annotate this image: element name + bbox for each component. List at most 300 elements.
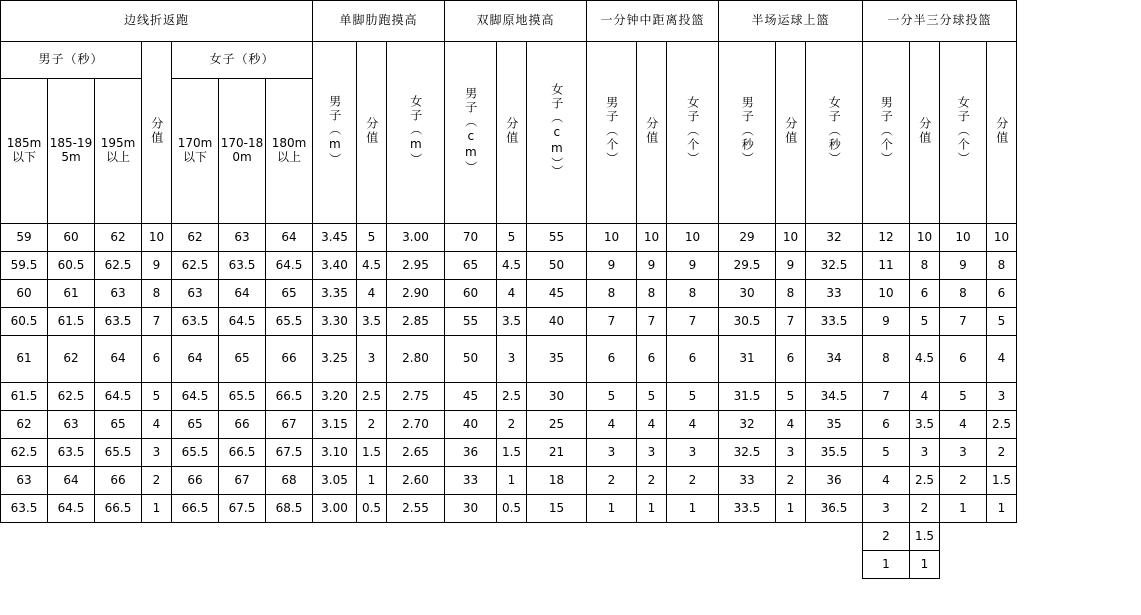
cell-r2-c3: 8 <box>142 280 172 308</box>
cell-r2-c10: 60 <box>445 280 497 308</box>
column-header-15 <box>667 42 719 224</box>
cell-r8-c18: 36 <box>806 467 863 495</box>
column-header-label-21: 女子（个） <box>956 95 971 166</box>
column-header-4: 170m以下 <box>172 79 219 224</box>
table-row <box>1 336 1017 383</box>
cell-r1-c11: 4.5 <box>497 252 527 280</box>
cell-r6-c20: 3.5 <box>910 411 940 439</box>
cell-r1-c17: 9 <box>776 252 806 280</box>
cell-r2-c15: 8 <box>667 280 719 308</box>
cell-r0-c7: 3.45 <box>313 224 357 252</box>
cell-r10-c9 <box>387 523 445 551</box>
cell-r0-c17: 10 <box>776 224 806 252</box>
table-row <box>1 495 1017 523</box>
cell-r1-c5: 63.5 <box>219 252 266 280</box>
group-header-5: 一分半三分球投篮 <box>863 1 1017 42</box>
cell-r9-c21: 1 <box>940 495 987 523</box>
column-header-14 <box>637 42 667 224</box>
cell-r8-c16: 33 <box>719 467 776 495</box>
cell-r2-c11: 4 <box>497 280 527 308</box>
cell-r5-c10: 45 <box>445 383 497 411</box>
cell-r4-c21: 6 <box>940 336 987 383</box>
cell-r3-c14: 7 <box>637 308 667 336</box>
cell-r9-c6: 68.5 <box>266 495 313 523</box>
cell-r3-c2: 63.5 <box>95 308 142 336</box>
cell-r11-c2 <box>95 551 142 579</box>
cell-r1-c3: 9 <box>142 252 172 280</box>
cell-r11-c13 <box>587 551 637 579</box>
cell-r9-c13: 1 <box>587 495 637 523</box>
cell-r5-c4: 64.5 <box>172 383 219 411</box>
cell-r6-c6: 67 <box>266 411 313 439</box>
cell-r11-c6 <box>266 551 313 579</box>
cell-r10-c16 <box>719 523 776 551</box>
column-header-label-14: 分值 <box>644 116 659 145</box>
cell-r3-c17: 7 <box>776 308 806 336</box>
cell-r8-c20: 2.5 <box>910 467 940 495</box>
cell-r4-c12: 35 <box>527 336 587 383</box>
cell-r4-c7: 3.25 <box>313 336 357 383</box>
subgroup-header-2: 女子（秒） <box>172 42 313 79</box>
cell-r2-c14: 8 <box>637 280 667 308</box>
cell-r1-c8: 4.5 <box>357 252 387 280</box>
cell-r7-c8: 1.5 <box>357 439 387 467</box>
cell-r9-c2: 66.5 <box>95 495 142 523</box>
cell-r1-c16: 29.5 <box>719 252 776 280</box>
cell-r1-c10: 65 <box>445 252 497 280</box>
cell-r10-c7 <box>313 523 357 551</box>
cell-r5-c12: 30 <box>527 383 587 411</box>
cell-r7-c7: 3.10 <box>313 439 357 467</box>
cell-r5-c6: 66.5 <box>266 383 313 411</box>
cell-r11-c22 <box>987 551 1017 579</box>
cell-r7-c19: 5 <box>863 439 910 467</box>
column-header-21 <box>940 42 987 224</box>
cell-r9-c5: 67.5 <box>219 495 266 523</box>
column-header-label-19: 男子（个） <box>879 95 894 166</box>
cell-r6-c13: 4 <box>587 411 637 439</box>
table-row <box>1 308 1017 336</box>
cell-r8-c22: 1.5 <box>987 467 1017 495</box>
cell-r4-c0: 61 <box>1 336 48 383</box>
cell-r8-c6: 68 <box>266 467 313 495</box>
column-header-label-11: 分值 <box>504 116 519 145</box>
cell-r1-c12: 50 <box>527 252 587 280</box>
cell-r1-c4: 62.5 <box>172 252 219 280</box>
cell-r6-c22: 2.5 <box>987 411 1017 439</box>
cell-r10-c12 <box>527 523 587 551</box>
cell-r3-c13: 7 <box>587 308 637 336</box>
cell-r3-c6: 65.5 <box>266 308 313 336</box>
cell-r7-c22: 2 <box>987 439 1017 467</box>
cell-r10-c2 <box>95 523 142 551</box>
cell-r0-c9: 3.00 <box>387 224 445 252</box>
cell-r1-c7: 3.40 <box>313 252 357 280</box>
column-header-label-15: 女子（个） <box>685 95 700 166</box>
cell-r7-c17: 3 <box>776 439 806 467</box>
cell-r4-c18: 34 <box>806 336 863 383</box>
cell-r5-c20: 4 <box>910 383 940 411</box>
cell-r0-c0: 59 <box>1 224 48 252</box>
column-header-12 <box>527 42 587 224</box>
cell-r4-c6: 66 <box>266 336 313 383</box>
table-row <box>1 224 1017 252</box>
cell-r10-c1 <box>48 523 95 551</box>
cell-r5-c1: 62.5 <box>48 383 95 411</box>
cell-r9-c7: 3.00 <box>313 495 357 523</box>
cell-r2-c2: 63 <box>95 280 142 308</box>
cell-r6-c3: 4 <box>142 411 172 439</box>
cell-r6-c21: 4 <box>940 411 987 439</box>
column-header-label-10: 男子（cm） <box>463 86 478 175</box>
cell-r11-c8 <box>357 551 387 579</box>
column-header-13 <box>587 42 637 224</box>
cell-r1-c14: 9 <box>637 252 667 280</box>
cell-r3-c0: 60.5 <box>1 308 48 336</box>
cell-r11-c16 <box>719 551 776 579</box>
cell-r4-c19: 8 <box>863 336 910 383</box>
cell-r3-c9: 2.85 <box>387 308 445 336</box>
subgroup-header-0: 男子（秒） <box>1 42 142 79</box>
cell-r6-c4: 65 <box>172 411 219 439</box>
cell-r9-c20: 2 <box>910 495 940 523</box>
cell-r2-c6: 65 <box>266 280 313 308</box>
cell-r6-c2: 65 <box>95 411 142 439</box>
cell-r5-c2: 64.5 <box>95 383 142 411</box>
table-row <box>1 252 1017 280</box>
cell-r11-c9 <box>387 551 445 579</box>
cell-r6-c5: 66 <box>219 411 266 439</box>
cell-r6-c10: 40 <box>445 411 497 439</box>
cell-r8-c11: 1 <box>497 467 527 495</box>
cell-r6-c17: 4 <box>776 411 806 439</box>
column-header-label-9: 女子（m） <box>408 94 423 167</box>
cell-r11-c3 <box>142 551 172 579</box>
cell-r9-c4: 66.5 <box>172 495 219 523</box>
cell-r11-c20: 1 <box>910 551 940 579</box>
cell-r4-c14: 6 <box>637 336 667 383</box>
cell-r0-c13: 10 <box>587 224 637 252</box>
column-header-0: 185m以下 <box>1 79 48 224</box>
column-header-label-20: 分值 <box>917 116 932 145</box>
cell-r10-c17 <box>776 523 806 551</box>
cell-r3-c10: 55 <box>445 308 497 336</box>
cell-r8-c0: 63 <box>1 467 48 495</box>
cell-r5-c3: 5 <box>142 383 172 411</box>
cell-r0-c1: 60 <box>48 224 95 252</box>
cell-r2-c4: 63 <box>172 280 219 308</box>
cell-r3-c19: 9 <box>863 308 910 336</box>
header-row-groups <box>1 1 1017 42</box>
cell-r3-c7: 3.30 <box>313 308 357 336</box>
cell-r9-c15: 1 <box>667 495 719 523</box>
column-header-5: 170-180m <box>219 79 266 224</box>
column-header-6: 180m以上 <box>266 79 313 224</box>
column-header-label-18: 女子（秒） <box>827 95 842 166</box>
cell-r6-c11: 2 <box>497 411 527 439</box>
cell-r2-c16: 30 <box>719 280 776 308</box>
column-header-label-12: 女子（cm）） <box>549 82 564 179</box>
cell-r2-c21: 8 <box>940 280 987 308</box>
table-row <box>1 280 1017 308</box>
column-header-label-17: 分值 <box>783 116 798 145</box>
cell-r1-c13: 9 <box>587 252 637 280</box>
cell-r0-c22: 10 <box>987 224 1017 252</box>
cell-r10-c18 <box>806 523 863 551</box>
cell-r6-c14: 4 <box>637 411 667 439</box>
cell-r0-c8: 5 <box>357 224 387 252</box>
cell-r2-c8: 4 <box>357 280 387 308</box>
cell-r10-c14 <box>637 523 667 551</box>
cell-r10-c21 <box>940 523 987 551</box>
cell-r5-c16: 31.5 <box>719 383 776 411</box>
cell-r1-c1: 60.5 <box>48 252 95 280</box>
cell-r5-c22: 3 <box>987 383 1017 411</box>
cell-r2-c5: 64 <box>219 280 266 308</box>
cell-r1-c9: 2.95 <box>387 252 445 280</box>
cell-r4-c9: 2.80 <box>387 336 445 383</box>
cell-r1-c15: 9 <box>667 252 719 280</box>
cell-r6-c1: 63 <box>48 411 95 439</box>
cell-r9-c17: 1 <box>776 495 806 523</box>
group-header-3: 一分钟中距离投篮 <box>587 1 719 42</box>
cell-r11-c17 <box>776 551 806 579</box>
cell-r3-c8: 3.5 <box>357 308 387 336</box>
cell-r11-c4 <box>172 551 219 579</box>
cell-r5-c7: 3.20 <box>313 383 357 411</box>
column-header-label-8: 分值 <box>364 116 379 145</box>
cell-r9-c11: 0.5 <box>497 495 527 523</box>
cell-r4-c2: 64 <box>95 336 142 383</box>
cell-r7-c11: 1.5 <box>497 439 527 467</box>
cell-r9-c14: 1 <box>637 495 667 523</box>
cell-r7-c12: 21 <box>527 439 587 467</box>
cell-r0-c19: 12 <box>863 224 910 252</box>
cell-r0-c14: 10 <box>637 224 667 252</box>
cell-r7-c2: 65.5 <box>95 439 142 467</box>
cell-r10-c20: 1.5 <box>910 523 940 551</box>
cell-r4-c4: 64 <box>172 336 219 383</box>
cell-r11-c5 <box>219 551 266 579</box>
cell-r4-c17: 6 <box>776 336 806 383</box>
cell-r8-c12: 18 <box>527 467 587 495</box>
cell-r8-c3: 2 <box>142 467 172 495</box>
cell-r10-c15 <box>667 523 719 551</box>
cell-r6-c8: 2 <box>357 411 387 439</box>
cell-r10-c19: 2 <box>863 523 910 551</box>
cell-r10-c5 <box>219 523 266 551</box>
cell-r0-c16: 29 <box>719 224 776 252</box>
cell-r9-c8: 0.5 <box>357 495 387 523</box>
cell-r5-c19: 7 <box>863 383 910 411</box>
cell-r7-c15: 3 <box>667 439 719 467</box>
cell-r7-c20: 3 <box>910 439 940 467</box>
cell-r6-c15: 4 <box>667 411 719 439</box>
cell-r3-c15: 7 <box>667 308 719 336</box>
cell-r8-c9: 2.60 <box>387 467 445 495</box>
table-row <box>1 383 1017 411</box>
cell-r4-c22: 4 <box>987 336 1017 383</box>
cell-r1-c0: 59.5 <box>1 252 48 280</box>
cell-r7-c16: 32.5 <box>719 439 776 467</box>
cell-r1-c18: 32.5 <box>806 252 863 280</box>
cell-r8-c14: 2 <box>637 467 667 495</box>
cell-r3-c5: 64.5 <box>219 308 266 336</box>
table-row <box>1 411 1017 439</box>
cell-r1-c21: 9 <box>940 252 987 280</box>
cell-r10-c22 <box>987 523 1017 551</box>
cell-r4-c10: 50 <box>445 336 497 383</box>
cell-r11-c7 <box>313 551 357 579</box>
cell-r0-c15: 10 <box>667 224 719 252</box>
column-header-label-13: 男子（个） <box>604 95 619 166</box>
cell-r6-c18: 35 <box>806 411 863 439</box>
cell-r2-c20: 6 <box>910 280 940 308</box>
cell-r4-c20: 4.5 <box>910 336 940 383</box>
cell-r3-c3: 7 <box>142 308 172 336</box>
cell-r9-c1: 64.5 <box>48 495 95 523</box>
cell-r5-c5: 65.5 <box>219 383 266 411</box>
cell-r5-c8: 2.5 <box>357 383 387 411</box>
cell-r3-c20: 5 <box>910 308 940 336</box>
cell-r2-c9: 2.90 <box>387 280 445 308</box>
cell-r8-c1: 64 <box>48 467 95 495</box>
cell-r9-c16: 33.5 <box>719 495 776 523</box>
cell-r9-c10: 30 <box>445 495 497 523</box>
column-header-17 <box>776 42 806 224</box>
cell-r1-c22: 8 <box>987 252 1017 280</box>
cell-r10-c0 <box>1 523 48 551</box>
cell-r8-c13: 2 <box>587 467 637 495</box>
column-header-9 <box>387 42 445 224</box>
group-header-1: 单脚肋跑摸高 <box>313 1 445 42</box>
cell-r2-c22: 6 <box>987 280 1017 308</box>
cell-r7-c18: 35.5 <box>806 439 863 467</box>
cell-r3-c22: 5 <box>987 308 1017 336</box>
cell-r11-c14 <box>637 551 667 579</box>
cell-r2-c18: 33 <box>806 280 863 308</box>
cell-r0-c21: 10 <box>940 224 987 252</box>
cell-r3-c21: 7 <box>940 308 987 336</box>
cell-r0-c18: 32 <box>806 224 863 252</box>
cell-r5-c13: 5 <box>587 383 637 411</box>
cell-r11-c12 <box>527 551 587 579</box>
cell-r9-c19: 3 <box>863 495 910 523</box>
column-header-20 <box>910 42 940 224</box>
cell-r4-c5: 65 <box>219 336 266 383</box>
cell-r7-c3: 3 <box>142 439 172 467</box>
cell-r5-c17: 5 <box>776 383 806 411</box>
cell-r8-c8: 1 <box>357 467 387 495</box>
cell-r7-c14: 3 <box>637 439 667 467</box>
group-header-4: 半场运球上篮 <box>719 1 863 42</box>
cell-r1-c6: 64.5 <box>266 252 313 280</box>
column-header-22 <box>987 42 1017 224</box>
cell-r2-c1: 61 <box>48 280 95 308</box>
cell-r5-c14: 5 <box>637 383 667 411</box>
column-header-10 <box>445 42 497 224</box>
cell-r11-c18 <box>806 551 863 579</box>
cell-r0-c2: 62 <box>95 224 142 252</box>
cell-r0-c4: 62 <box>172 224 219 252</box>
cell-r6-c9: 2.70 <box>387 411 445 439</box>
column-header-label-3: 分值 <box>149 116 164 145</box>
cell-r2-c12: 45 <box>527 280 587 308</box>
cell-r10-c6 <box>266 523 313 551</box>
cell-r8-c15: 2 <box>667 467 719 495</box>
cell-r7-c4: 65.5 <box>172 439 219 467</box>
table-row <box>1 523 1017 551</box>
cell-r10-c11 <box>497 523 527 551</box>
column-header-19 <box>863 42 910 224</box>
cell-r7-c10: 36 <box>445 439 497 467</box>
header-row-subgroups <box>1 42 1017 79</box>
cell-r9-c9: 2.55 <box>387 495 445 523</box>
cell-r5-c18: 34.5 <box>806 383 863 411</box>
cell-r1-c19: 11 <box>863 252 910 280</box>
cell-r7-c5: 66.5 <box>219 439 266 467</box>
cell-r11-c0 <box>1 551 48 579</box>
cell-r0-c5: 63 <box>219 224 266 252</box>
cell-r6-c16: 32 <box>719 411 776 439</box>
cell-r4-c15: 6 <box>667 336 719 383</box>
cell-r3-c18: 33.5 <box>806 308 863 336</box>
cell-r11-c11 <box>497 551 527 579</box>
cell-r11-c21 <box>940 551 987 579</box>
column-header-1: 185-195m <box>48 79 95 224</box>
cell-r3-c1: 61.5 <box>48 308 95 336</box>
cell-r6-c19: 6 <box>863 411 910 439</box>
cell-r4-c11: 3 <box>497 336 527 383</box>
table-row <box>1 439 1017 467</box>
cell-r8-c2: 66 <box>95 467 142 495</box>
subgroup-header-1 <box>142 42 172 224</box>
cell-r11-c15 <box>667 551 719 579</box>
cell-r10-c13 <box>587 523 637 551</box>
group-header-0: 边线折返跑 <box>1 1 313 42</box>
cell-r10-c4 <box>172 523 219 551</box>
cell-r9-c0: 63.5 <box>1 495 48 523</box>
cell-r0-c3: 10 <box>142 224 172 252</box>
cell-r7-c9: 2.65 <box>387 439 445 467</box>
cell-r7-c13: 3 <box>587 439 637 467</box>
column-header-8 <box>357 42 387 224</box>
cell-r10-c3 <box>142 523 172 551</box>
cell-r4-c16: 31 <box>719 336 776 383</box>
cell-r11-c1 <box>48 551 95 579</box>
cell-r3-c16: 30.5 <box>719 308 776 336</box>
cell-r2-c19: 10 <box>863 280 910 308</box>
cell-r3-c12: 40 <box>527 308 587 336</box>
cell-r9-c3: 1 <box>142 495 172 523</box>
table-row <box>1 467 1017 495</box>
column-header-label-16: 男子（秒） <box>740 95 755 166</box>
cell-r4-c1: 62 <box>48 336 95 383</box>
cell-r1-c2: 62.5 <box>95 252 142 280</box>
cell-r6-c0: 62 <box>1 411 48 439</box>
cell-r8-c21: 2 <box>940 467 987 495</box>
cell-r6-c7: 3.15 <box>313 411 357 439</box>
cell-r4-c3: 6 <box>142 336 172 383</box>
cell-r9-c18: 36.5 <box>806 495 863 523</box>
cell-r8-c7: 3.05 <box>313 467 357 495</box>
cell-r8-c17: 2 <box>776 467 806 495</box>
cell-r7-c21: 3 <box>940 439 987 467</box>
cell-r5-c11: 2.5 <box>497 383 527 411</box>
cell-r6-c12: 25 <box>527 411 587 439</box>
cell-r4-c13: 6 <box>587 336 637 383</box>
cell-r8-c10: 33 <box>445 467 497 495</box>
